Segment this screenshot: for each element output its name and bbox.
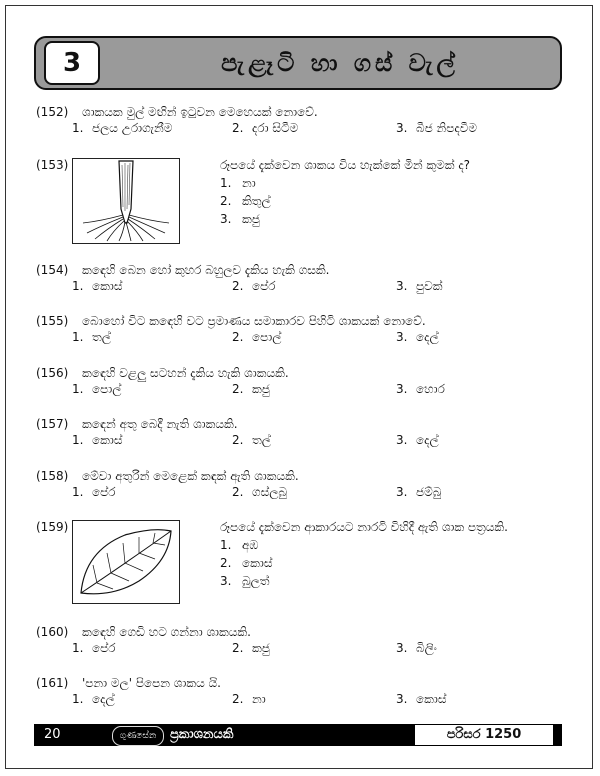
chapter-number: 3	[44, 41, 100, 85]
question-160	[32, 624, 572, 656]
option-3: 3. දෙල්	[396, 433, 439, 447]
option-3: 3. බිලිං	[396, 641, 437, 655]
question-156	[32, 365, 572, 397]
leaf-image	[72, 520, 180, 604]
question-number: (161)	[36, 676, 69, 690]
option-3: 3. කොස්	[396, 692, 447, 706]
option-3: 3. කජු	[220, 212, 260, 226]
option-2: 2. කජු	[232, 641, 270, 655]
option-2: 2. නා	[232, 692, 266, 706]
series-label: පරිසර 1250	[414, 724, 554, 746]
option-2: 2. තල්	[232, 433, 271, 447]
question-text: 'පනා මල' පිපෙන ශාකය යි.	[82, 676, 221, 690]
option-3: 3. බීජ නිපදවීම	[396, 121, 477, 135]
option-1: 1. දෙල්	[72, 692, 115, 706]
question-text: රූපයේ දැක්වෙන ආකාරයට නාරටි විහිදී ඇති ශාක පත්‍රයකි.	[220, 520, 508, 534]
question-158	[32, 468, 572, 500]
page-number: 20	[44, 727, 61, 742]
page-footer	[34, 724, 562, 746]
option-1: 1. ජලය උරාගැනීම	[72, 121, 173, 135]
question-155	[32, 313, 572, 345]
option-3: 3. දෙල්	[396, 330, 439, 344]
question-number: (159)	[36, 520, 69, 534]
option-3: 3. බුලත්	[220, 574, 270, 588]
question-154	[32, 262, 572, 294]
option-2: 2. දරා සිටීම	[232, 121, 299, 135]
question-number: (153)	[36, 158, 69, 172]
option-3: 3. හොර	[396, 382, 445, 396]
question-text: මේවා අතුරින් මෙළෙක් කඳක් ඇති ශාකයකි.	[82, 469, 299, 483]
question-number: (152)	[36, 105, 69, 119]
option-3: 3. ජම්බු	[396, 485, 442, 499]
option-1: 1. පේර	[72, 485, 116, 499]
publisher-logo: ගුණසේන	[112, 726, 164, 746]
question-157	[32, 416, 572, 448]
option-2: 2. ගස්ලබු	[232, 485, 287, 499]
tree-trunk-icon	[73, 159, 179, 243]
question-number: (160)	[36, 625, 69, 639]
question-text: කඳෙහි බෙන හෝ කුහර බහුලව දැකිය හැකි ගසකි.	[82, 263, 330, 277]
option-1: 1. කොස්	[72, 279, 123, 293]
option-2: 2. පොල්	[232, 330, 282, 344]
option-3: 3. පුවක්	[396, 279, 443, 293]
question-text: කඳෙහි වළලු සටහන් දැකිය හැකි ශාකයකි.	[82, 366, 289, 380]
question-161	[32, 675, 572, 707]
option-1: 1. කොස්	[72, 433, 123, 447]
question-text: කඳෙහි ගෙඩි හට ගන්නා ශාකයකි.	[82, 625, 251, 639]
question-text: ශාකයක මුල් මඟින් ඉටුවන මෙහෙයක් නොවේ.	[82, 105, 318, 119]
question-number: (154)	[36, 263, 69, 277]
question-text: රූපයේ දැක්වෙන ශාකය විය හැක්කේ මින් කුමක් ද?	[220, 158, 471, 172]
question-number: (157)	[36, 417, 69, 431]
publisher-text: ප්‍රකාශනයකි	[170, 727, 234, 742]
option-1: 1. පොල්	[72, 382, 122, 396]
option-1: 1. නා	[220, 176, 256, 190]
option-1: 1. තල්	[72, 330, 111, 344]
option-2: 2. කජු	[232, 382, 270, 396]
question-number: (155)	[36, 314, 69, 328]
option-2: 2. කොස්	[220, 556, 273, 570]
option-1: 1. පේර	[72, 641, 116, 655]
option-2: 2. පේර	[232, 279, 276, 293]
option-2: 2. කිතුල්	[220, 194, 271, 208]
question-number: (156)	[36, 366, 69, 380]
leaf-icon	[73, 521, 179, 603]
option-1: 1. අඹ	[220, 538, 259, 552]
chapter-title: පැළෑටි හා ගස් වැල්	[221, 49, 459, 77]
tree-trunk-image	[72, 158, 180, 244]
question-text: කඳෙන් අතු බෙදී නැති ශාකයකි.	[82, 417, 238, 431]
question-152	[32, 104, 572, 136]
question-number: (158)	[36, 469, 69, 483]
question-text: බොහෝ විට කඳෙහි වට ප්‍රමාණය සමාකාරව පිහිටි ශාකයක් නොවේ.	[82, 314, 426, 328]
